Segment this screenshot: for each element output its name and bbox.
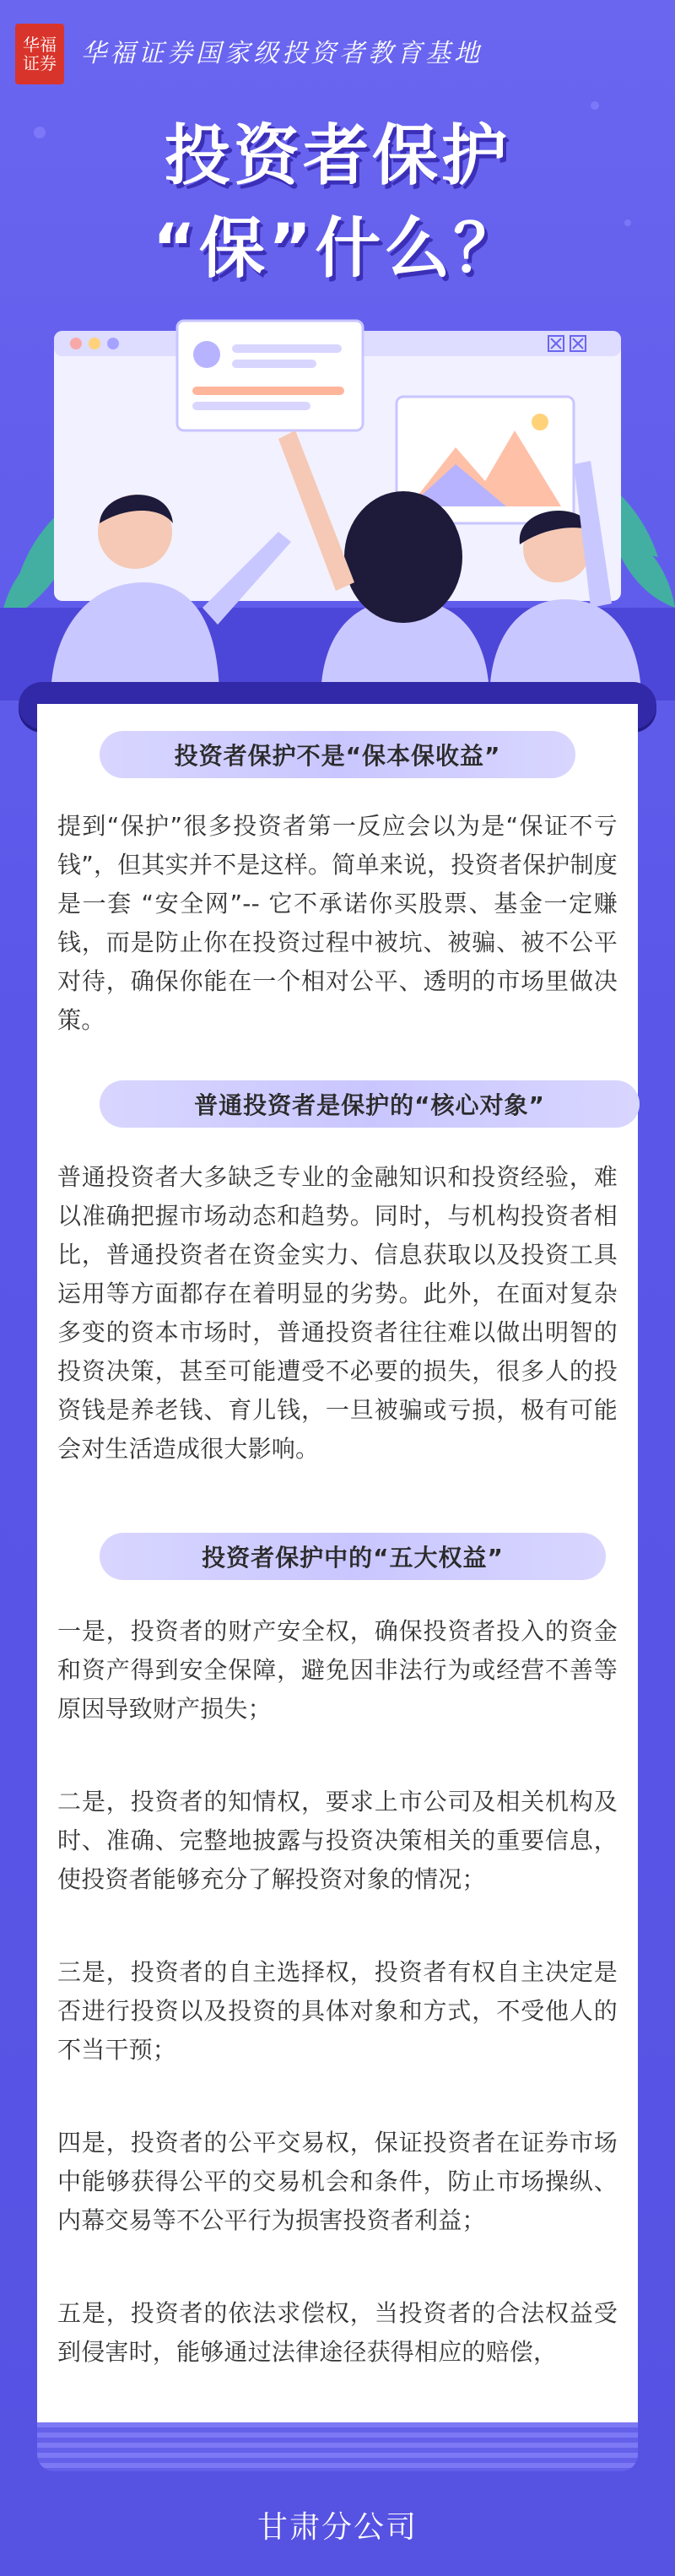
rights-item-4: 四是，投资者的公平交易权，保证投资者在证券市场中能够获得公平的交易机会和条件，防止市场操纵、内幕交易等不公平行为损害投资者利益； [57, 2129, 618, 2234]
scroll-bottom-stripes [37, 2422, 638, 2471]
section-1-paragraph: 提到“保护”很多投资者第一反应会以为是“保证不亏钱”，但其实并不是这样。简单来说，投资者保护制度是一套 “安全网”-- 它不承诺你买股票、基金一定赚钱，而是防止你在投资过程中被坑、被骗、被不公平对待，确保你能在一个相对公平、透明的市场里做决策。 [57, 812, 618, 1034]
section-2-paragraph: 普通投资者大多缺乏专业的金融知识和投资经验，难以准确把握市场动态和趋势。同时，与机构投资者相比，普通投资者在资金实力、信息获取以及投资工具运用等方面都存在着明显的劣势。此外，在面对复杂多变的资本市场时，普通投资者往往难以做出明智的投资决策，甚至可能遭受不必要的损失，很多人的投资钱是养老钱、育儿钱，一旦被骗或亏损，极有可能会对生活造成很大影响。 [57, 1163, 618, 1463]
rights-item-1: 一是，投资者的财产安全权，确保投资者投入的资金和资产得到安全保障，避免因非法行为或经营不善等原因导致财产损失； [57, 1617, 618, 1723]
branch-name: 甘肃分公司 [256, 2510, 418, 2545]
org-name: 华福证券国家级投资者教育基地 [81, 39, 483, 68]
page-title-line2: “保”什么？ [152, 211, 523, 287]
floating-card-form [177, 321, 363, 430]
header-illustration [0, 304, 675, 701]
logo-text: 华福 证券 [23, 35, 57, 73]
rights-item-3: 三是，投资者的自主选择权，投资者有权自主决定是否进行投资以及投资的具体对象和方式，不受他人的不当干预； [57, 1958, 618, 2064]
brand-logo [15, 24, 64, 84]
rights-item-5: 五是，投资者的依法求偿权，当投资者的合法权益受到侵害时，能够通过法律途径获得相应的赔偿， [57, 2299, 618, 2366]
section-heading-3: 投资者保护中的“五大权益” [100, 1533, 606, 1580]
page-title-line1: 投资者保护 [164, 118, 510, 194]
header [0, 0, 675, 692]
section-heading-1: 投资者保护不是“保本保收益” [100, 731, 575, 778]
rights-item-2: 二是，投资者的知情权，要求上市公司及相关机构及时、准确、完整地披露与投资决策相关的重要信息，使投资者能够充分了解投资对象的情况； [57, 1788, 618, 1893]
section-heading-2: 普通投资者是保护的“核心对象” [100, 1080, 640, 1128]
